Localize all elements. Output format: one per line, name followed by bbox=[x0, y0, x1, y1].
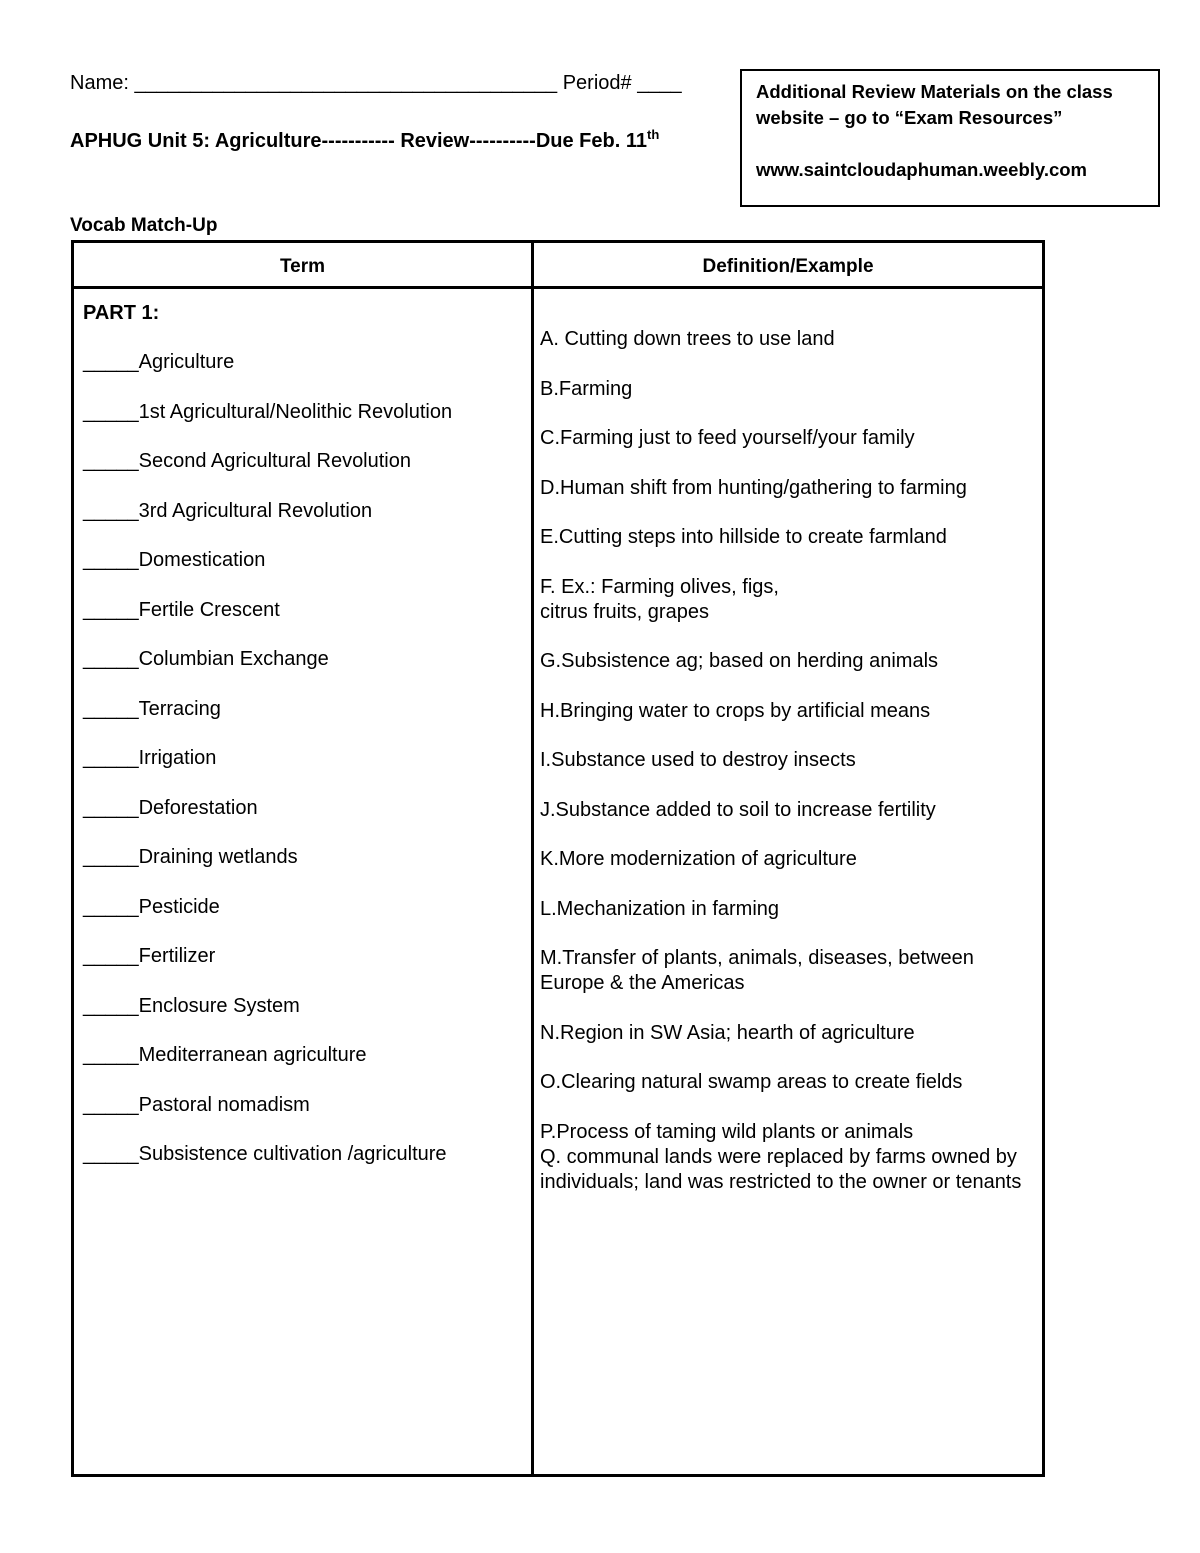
term-item[interactable]: _____3rd Agricultural Revolution bbox=[83, 499, 373, 522]
term-column bbox=[83, 301, 452, 1192]
column-header-definition: Definition/Example bbox=[702, 256, 874, 277]
part-label: PART 1: bbox=[83, 302, 160, 324]
definition-item: J.Substance added to soil to increase fertility bbox=[540, 798, 936, 821]
column-divider bbox=[531, 243, 534, 1474]
definition-item: O.Clearing natural swamp areas to create fields bbox=[540, 1071, 963, 1093]
column-header-term: Term bbox=[279, 256, 326, 277]
vocab-heading: Vocab Match-Up bbox=[70, 215, 218, 236]
term-item[interactable]: _____Terracing bbox=[83, 697, 221, 720]
term-item[interactable]: _____Fertilizer bbox=[83, 945, 216, 967]
definition-item: M.Transfer of plants, animals, diseases, between Europe & the Americas bbox=[540, 947, 974, 994]
term-item[interactable]: _____Second Agricultural Revolution bbox=[83, 450, 411, 472]
term-item[interactable]: _____Subsistence cultivation /agriculture bbox=[83, 1143, 447, 1165]
term-item[interactable]: _____Fertile Crescent bbox=[83, 598, 280, 621]
term-item[interactable]: _____Draining wetlands bbox=[83, 846, 298, 868]
class-website-url: www.saintcloudaphuman.weebly.com bbox=[756, 159, 1088, 180]
term-item[interactable]: _____Mediterranean agriculture bbox=[83, 1044, 367, 1066]
resource-box-text: Additional Review Materials on the class website – go to “Exam Resources” bbox=[756, 81, 1113, 128]
vocab-table bbox=[71, 240, 1045, 1477]
resource-box bbox=[740, 69, 1160, 207]
unit-title-text: APHUG Unit 5: Agriculture----------- Review----------Due Feb. 11 bbox=[70, 130, 647, 152]
term-item[interactable]: _____Columbian Exchange bbox=[83, 648, 329, 670]
term-item[interactable]: _____Enclosure System bbox=[83, 994, 300, 1017]
definition-column bbox=[540, 327, 1040, 1195]
term-item[interactable]: _____Pastoral nomadism bbox=[83, 1093, 310, 1116]
unit-title bbox=[70, 127, 660, 153]
definition-item: K.More modernization of agriculture bbox=[540, 848, 857, 870]
definition-item: P.Process of taming wild plants or animals bbox=[540, 1120, 914, 1143]
definition-item: F. Ex.: Farming olives, figs, citrus fruits, grapes bbox=[540, 575, 779, 623]
definition-item: G.Subsistence ag; based on herding animals bbox=[540, 650, 939, 672]
definition-item: E.Cutting steps into hillside to create farmland bbox=[540, 526, 947, 548]
table-header-row bbox=[74, 243, 1042, 289]
definition-item: B.Farming bbox=[540, 377, 633, 400]
term-item[interactable]: _____Agriculture bbox=[83, 351, 235, 373]
definition-item: D.Human shift from hunting/gathering to farming bbox=[540, 476, 967, 499]
definition-item: A. Cutting down trees to use land bbox=[540, 328, 835, 350]
definition-item: L.Mechanization in farming bbox=[540, 897, 780, 920]
definition-item: H.Bringing water to crops by artificial means bbox=[540, 699, 931, 722]
term-item[interactable]: _____Irrigation bbox=[83, 747, 217, 769]
definition-item: I.Substance used to destroy insects bbox=[540, 749, 856, 771]
term-item[interactable]: _____Pesticide bbox=[83, 895, 220, 918]
term-item[interactable]: _____1st Agricultural/Neolithic Revolution bbox=[83, 400, 453, 423]
unit-title-superscript: th bbox=[647, 127, 660, 142]
definition-item: Q. communal lands were replaced by farms owned by individuals; land was restricted to the owner or tenants bbox=[540, 1145, 1022, 1193]
definition-item: C.Farming just to feed yourself/your family bbox=[540, 427, 915, 449]
term-item[interactable]: _____Deforestation bbox=[83, 796, 258, 819]
term-item[interactable]: _____Domestication bbox=[83, 549, 266, 571]
name-period-line: Name: ______________________________________ Period# ____ bbox=[70, 72, 682, 94]
definition-item: N.Region in SW Asia; hearth of agriculture bbox=[540, 1021, 915, 1044]
